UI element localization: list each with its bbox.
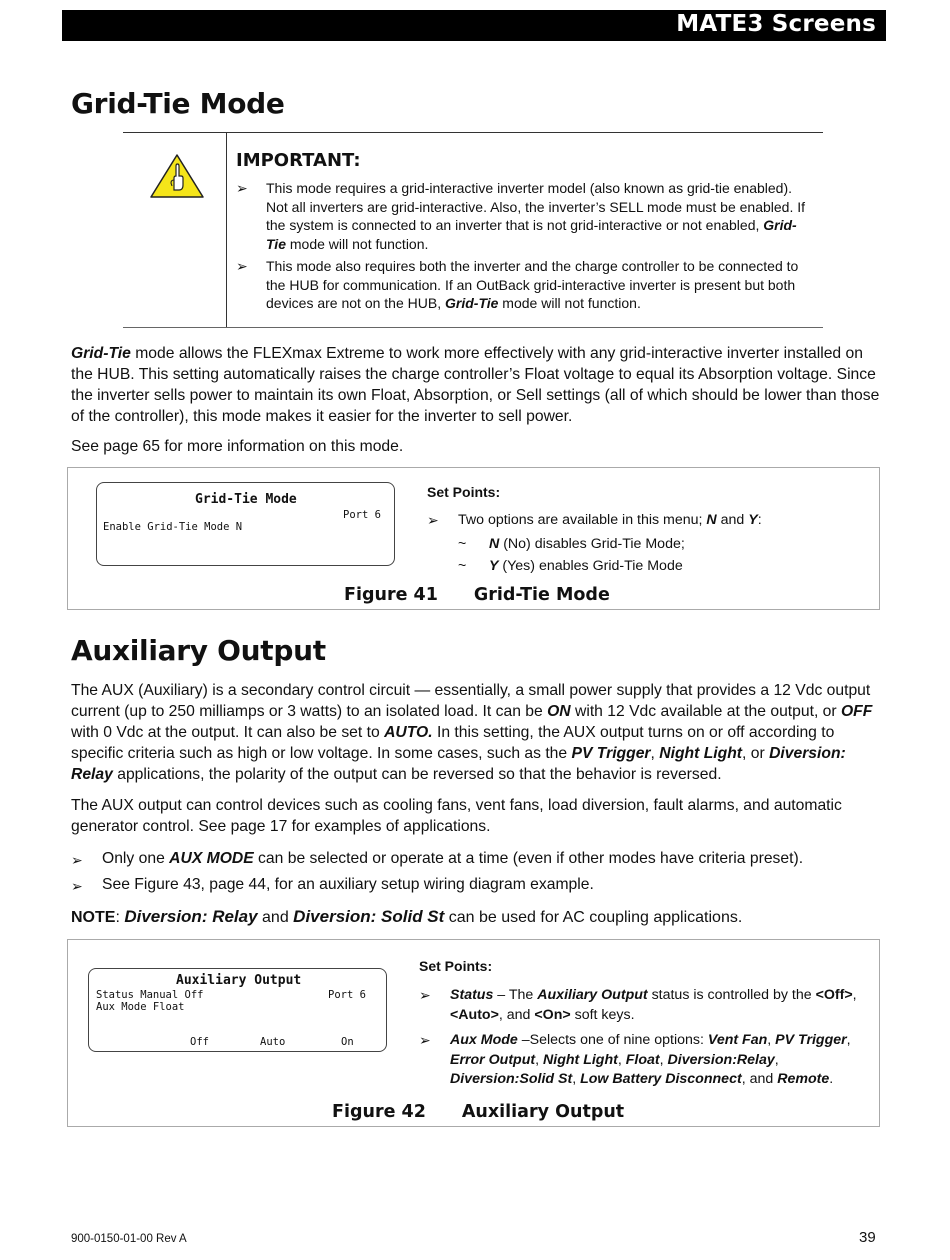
important-top-rule — [123, 132, 823, 133]
arrow-bullet-icon: ➢ — [427, 512, 439, 528]
important-divider — [226, 132, 227, 327]
arrow-bullet-icon: ➢ — [236, 258, 248, 274]
set-points-title: Set Points: — [419, 958, 493, 974]
tilde-bullet-icon: ~ — [458, 535, 467, 552]
footer-page-number: 39 — [859, 1229, 876, 1246]
lcd-screen-aux — [88, 968, 387, 1052]
set-point-subitem: ~ N (No) disables Grid-Tie Mode; — [427, 535, 867, 555]
lcd-port: Port 6 — [328, 989, 366, 1001]
set-point-item: ➢ Aux Mode –Selects one of nine options: Vent Fan, PV Trigger, Error Output, Night Light, Float, Diversion:Relay, Diversion:Solid St, Low Battery Disconnect, and Remote. — [419, 1032, 851, 1087]
important-item: ➢ This mode requires a grid-interactive inverter model (also known as grid-tie enabled). Not all inverters are grid-interactive. Also, the inverter’s SELL mode must be enabled. If the system is connected to an inverter that is not grid-interactive or not enabled, Grid-Tie mode will not function. — [236, 180, 806, 252]
set-point-item: ➢ Status – The Auxiliary Output status is controlled by the <Off>, <Auto>, and <On> soft keys. — [419, 987, 857, 1023]
figure-41-caption: Figure 41 Grid-Tie Mode — [344, 585, 610, 605]
arrow-bullet-icon: ➢ — [419, 987, 431, 1003]
figure-42-caption: Figure 42 Auxiliary Output — [332, 1102, 625, 1122]
lcd-screen-grid-tie — [96, 482, 395, 566]
arrow-bullet-icon: ➢ — [71, 852, 83, 868]
lcd-line-1: Status Manual Off — [96, 989, 204, 1001]
header-title: MATE3 Screens — [676, 11, 876, 37]
lcd-port: Port 6 — [343, 509, 381, 521]
important-item: ➢ This mode also requires both the inverter and the charge controller to be connected to the HUB for communication. If an OutBack grid-interactive inverter is present but both devices are not on the HUB, Grid-Tie mode will not function. — [236, 258, 799, 311]
grid-tie-description: Grid-Tie mode allows the FLEXmax Extreme to work more effectively with any grid-interactive inverter installed on the HUB. This setting automatically raises the charge controller’s Float voltage to equal its Absorption voltage. Since the inverter sells power to maintain its own Float, Absorption, or Sell settings (all of which should be lower than those of the controller), this mode makes it easier for the inverter to sell power. — [71, 345, 880, 425]
softkey-off[interactable]: Off — [190, 1036, 209, 1048]
section-heading-aux: Auxiliary Output — [71, 634, 326, 667]
set-points-title: Set Points: — [427, 484, 501, 500]
important-list — [236, 179, 816, 317]
set-point-subitem: ~ Y (Yes) enables Grid-Tie Mode — [427, 557, 867, 577]
grid-tie-set-points — [427, 511, 867, 577]
arrow-bullet-icon: ➢ — [71, 878, 83, 894]
lcd-title: Grid-Tie Mode — [195, 492, 297, 507]
warning-hand-icon — [148, 152, 206, 200]
aux-bullets — [71, 848, 883, 895]
section-heading-grid-tie: Grid-Tie Mode — [71, 87, 285, 120]
softkey-auto[interactable]: Auto — [260, 1036, 286, 1048]
aux-set-points — [419, 986, 874, 1090]
important-bottom-rule — [123, 327, 823, 328]
lcd-title: Auxiliary Output — [176, 973, 302, 988]
important-title: IMPORTANT: — [236, 150, 361, 171]
arrow-bullet-icon: ➢ — [419, 1032, 431, 1048]
lcd-line-1: Enable Grid-Tie Mode N — [103, 521, 243, 533]
aux-bullet-item: ➢ See Figure 43, page 44, for an auxiliary setup wiring diagram example. — [71, 874, 883, 895]
softkey-on[interactable]: On — [341, 1036, 354, 1048]
aux-bullet-item: ➢ Only one AUX MODE can be selected or operate at a time (even if other modes have criteria preset). — [71, 848, 883, 869]
grid-tie-see-page: See page 65 for more information on this mode. — [71, 438, 404, 455]
footer-doc-number: 900-0150-01-00 Rev A — [71, 1233, 187, 1245]
set-point-item: ➢ Two options are available in this menu; N and Y: — [427, 511, 867, 531]
arrow-bullet-icon: ➢ — [236, 180, 248, 196]
tilde-bullet-icon: ~ — [458, 558, 467, 574]
aux-note: NOTE: Diversion: Relay and Diversion: Solid St can be used for AC coupling applications. — [71, 907, 743, 926]
aux-devices-paragraph: The AUX output can control devices such as cooling fans, vent fans, load diversion, fault alarms, and automatic generator control. See page 17 for examples of applications. — [71, 797, 842, 835]
aux-description: The AUX (Auxiliary) is a secondary control circuit — essentially, a small power supply that provides a 12 Vdc output current (up to 250 milliamps or 3 watts) to an isolated load. It can be ON with 12 Vdc available at the output, or OFF with 0 Vdc at the output. It can also be set to AUTO. In this setting, the AUX output turns on or off according to specific criteria such as high or low voltage. In some cases, such as the PV Trigger, Night Light, or Diversion: Relay applications, the polarity of the output can be reversed so that the behavior is reversed. — [71, 682, 873, 783]
lcd-line-2: Aux Mode Float — [96, 1001, 185, 1013]
header-bar — [62, 10, 886, 41]
